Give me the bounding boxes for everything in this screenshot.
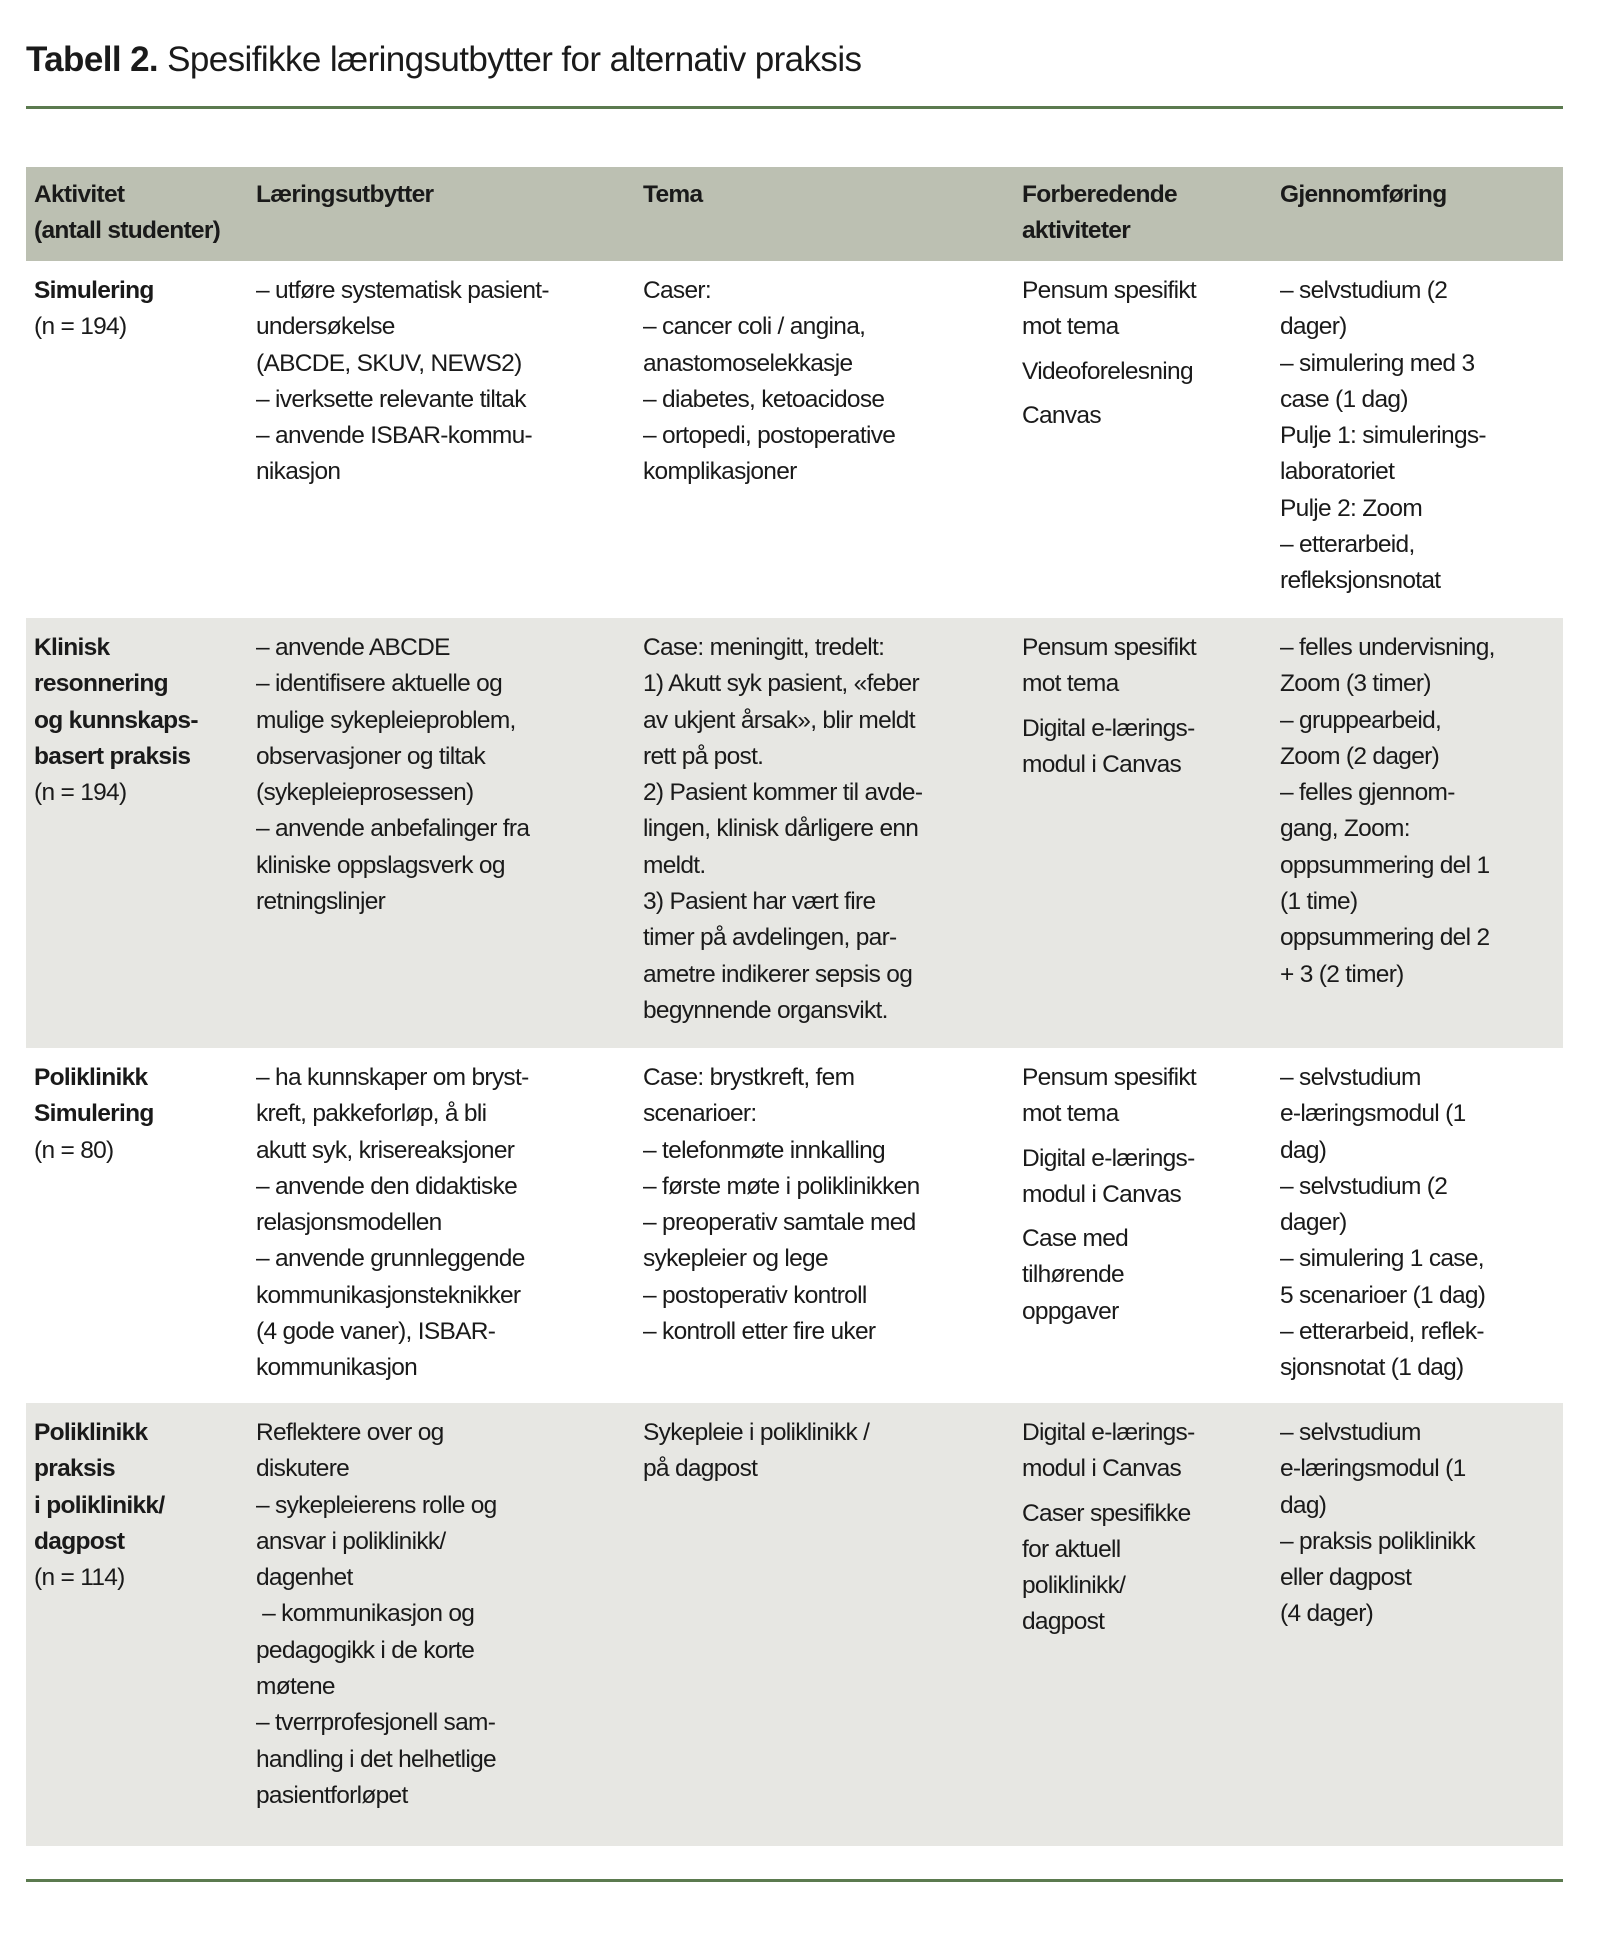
cell-line: meldt.	[643, 851, 706, 879]
cell-gjennomforing	[1280, 273, 1486, 600]
cell-line: undersøkelse	[256, 313, 395, 341]
cell-line: – anvende ISBAR-kommu-	[256, 422, 533, 450]
prep-activity	[1022, 398, 1196, 434]
cell-line: – kontroll etter fire uker	[643, 1318, 876, 1346]
cell-line: Poliklinikk	[34, 1064, 148, 1091]
cell-line: – cancer coli / angina,	[643, 313, 866, 341]
prep-activity	[1022, 1221, 1196, 1330]
cell-aktivitet	[34, 273, 154, 346]
cell-line: Digital e-lærings-	[1022, 714, 1195, 742]
cell-line: Klinisk	[34, 634, 110, 661]
cell-line: (4 gode vaner), ISBAR-	[256, 1318, 496, 1346]
cell-line: e-læringsmodul (1	[1280, 1455, 1466, 1483]
cell-line: praksis	[34, 1455, 115, 1483]
cell-laeringsutbytter	[256, 1060, 529, 1387]
student-count: (n = 194)	[34, 779, 127, 807]
bottom-rule	[26, 1879, 1563, 1882]
cell-line: ametre indikerer sepsis og	[643, 960, 913, 988]
cell-line: poliklinikk/	[1022, 1572, 1126, 1600]
cell-line: tilhørende	[1022, 1261, 1124, 1289]
cell-line: timer på avdelingen, par-	[643, 924, 897, 952]
cell-line: eller dagpost	[1280, 1564, 1412, 1592]
header-aktivitet	[34, 177, 220, 250]
header-line: Aktivitet	[34, 181, 125, 208]
cell-aktivitet	[34, 1415, 164, 1596]
cell-line: kommunikasjon	[256, 1354, 418, 1382]
cell-line: diskutere	[256, 1455, 350, 1483]
cell-line: – preoperativ samtale med	[643, 1209, 916, 1237]
cell-line: lingen, klinisk dårligere enn	[643, 815, 919, 843]
prep-activity	[1022, 1141, 1196, 1214]
cell-line: – kommunikasjon og	[256, 1600, 475, 1628]
header-line: Tema	[643, 181, 703, 208]
cell-line: – selvstudium	[1280, 1419, 1421, 1446]
cell-line: Caser:	[643, 277, 711, 304]
cell-line: og kunnskaps-	[34, 706, 198, 734]
cell-line: – simulering med 3	[1280, 349, 1475, 377]
cell-line: basert praksis	[34, 742, 191, 770]
cell-line: 1) Akutt syk pasient, «feber	[643, 670, 919, 698]
prep-activity	[1022, 1496, 1195, 1641]
cell-line: ansvar i poliklinikk/	[256, 1527, 446, 1555]
cell-line: Pensum spesifikt	[1022, 277, 1196, 304]
cell-line: e-læringsmodul (1	[1280, 1100, 1466, 1128]
cell-forberedende	[1022, 273, 1196, 442]
cell-line: – diabetes, ketoacidose	[643, 385, 885, 413]
cell-line: dager)	[1280, 313, 1347, 341]
cell-line: Simulering	[34, 1100, 154, 1128]
cell-line: modul i Canvas	[1022, 1180, 1182, 1208]
cell-line: pedagogikk i de korte	[256, 1636, 475, 1664]
cell-line: – etterarbeid,	[1280, 531, 1415, 559]
cell-line: dag)	[1280, 1136, 1327, 1164]
cell-line: Pulje 1: simulerings-	[1280, 422, 1486, 450]
cell-line: – ortopedi, postoperative	[643, 422, 896, 450]
cell-line: – anvende grunnleggende	[256, 1245, 525, 1273]
cell-line: – simulering 1 case,	[1280, 1245, 1484, 1273]
cell-line: begynnende organsvikt.	[643, 996, 888, 1024]
cell-line: scenarioer:	[643, 1100, 757, 1128]
cell-line: – etterarbeid, reflek-	[1280, 1318, 1484, 1346]
cell-line: anastomoselekkasje	[643, 349, 853, 377]
header-laeringsutbytter	[256, 177, 433, 213]
cell-line: – selvstudium (2	[1280, 277, 1448, 304]
cell-line: – felles undervisning,	[1280, 634, 1495, 661]
header-line: (antall studenter)	[34, 217, 221, 245]
cell-laeringsutbytter	[256, 630, 529, 920]
prep-activity	[1022, 354, 1196, 390]
cell-line: (4 dager)	[1280, 1600, 1374, 1628]
cell-line: relasjonsmodellen	[256, 1209, 442, 1237]
cell-line: 5 scenarioer (1 dag)	[1280, 1281, 1486, 1309]
cell-line: Case: brystkreft, fem	[643, 1064, 855, 1091]
cell-line: mot tema	[1022, 313, 1119, 341]
cell-line: Zoom (3 timer)	[1280, 670, 1431, 698]
cell-line: kliniske oppslagsverk og	[256, 851, 505, 879]
header-line: Gjennomføring	[1280, 181, 1447, 208]
table-caption-text: Spesifikke læringsutbytter for alternativ praksis	[158, 40, 862, 79]
cell-line: Case: meningitt, tredelt:	[643, 634, 885, 661]
cell-line: – gruppearbeid,	[1280, 706, 1442, 734]
cell-aktivitet	[34, 630, 198, 811]
cell-line: akutt syk, krisereaksjoner	[256, 1136, 515, 1164]
table-header-row	[26, 167, 1563, 261]
cell-line: mulige sykepleieproblem,	[256, 706, 516, 734]
cell-line: mot tema	[1022, 670, 1119, 698]
cell-line: gang, Zoom:	[1280, 815, 1410, 843]
cell-line: Zoom (2 dager)	[1280, 742, 1440, 770]
table-row	[26, 261, 1563, 618]
table-row	[26, 1403, 1563, 1846]
header-tema	[643, 177, 702, 213]
prep-activity	[1022, 630, 1196, 703]
cell-line: – selvstudium (2	[1280, 1172, 1448, 1200]
cell-line: Pensum spesifikt	[1022, 634, 1196, 661]
cell-line: observasjoner og tiltak	[256, 742, 486, 770]
table-caption-label: Tabell 2.	[26, 40, 159, 79]
header-line: Forberedende	[1022, 181, 1177, 208]
student-count: (n = 80)	[34, 1136, 114, 1164]
cell-aktivitet	[34, 1060, 154, 1169]
cell-line: Pensum spesifikt	[1022, 1064, 1196, 1091]
cell-line: kreft, pakkeforløp, å bli	[256, 1100, 487, 1128]
cell-line: 3) Pasient har vært fire	[643, 888, 876, 916]
cell-laeringsutbytter	[256, 273, 549, 491]
cell-gjennomforing	[1280, 630, 1495, 993]
cell-line: Videoforelesning	[1022, 357, 1193, 385]
cell-line: 2) Pasient kommer til avde-	[643, 779, 923, 807]
cell-line: handling i det helhetlige	[256, 1745, 496, 1773]
cell-line: rett på post.	[643, 742, 764, 770]
cell-line: dagenhet	[256, 1564, 353, 1592]
table-caption	[26, 40, 861, 80]
cell-line: møtene	[256, 1673, 335, 1701]
cell-line: (ABCDE, SKUV, NEWS2)	[256, 349, 522, 377]
cell-line: Canvas	[1022, 401, 1101, 429]
cell-line: – praksis poliklinikk	[1280, 1527, 1475, 1555]
top-rule	[26, 106, 1563, 109]
cell-line: – postoperativ kontroll	[643, 1281, 867, 1309]
cell-line: dagpost	[1022, 1608, 1105, 1636]
cell-line: (1 time)	[1280, 888, 1358, 916]
cell-line: – anvende ABCDE	[256, 634, 450, 661]
cell-line: Sykepleie i poliklinikk /	[643, 1419, 870, 1446]
header-forberedende	[1022, 177, 1177, 250]
student-count: (n = 194)	[34, 313, 127, 341]
cell-line: sykepleier og lege	[643, 1245, 828, 1273]
cell-line: på dagpost	[643, 1455, 758, 1483]
cell-line: kommunikasjonsteknikker	[256, 1281, 521, 1309]
cell-tema	[643, 1415, 869, 1488]
student-count: (n = 114)	[34, 1564, 125, 1592]
cell-line: Poliklinikk	[34, 1419, 148, 1446]
prep-activity	[1022, 1060, 1196, 1133]
cell-tema	[643, 273, 895, 491]
cell-forberedende	[1022, 1060, 1196, 1338]
cell-line: – sykepleierens rolle og	[256, 1491, 497, 1519]
cell-line: oppsummering del 1	[1280, 851, 1490, 879]
cell-line: Pulje 2: Zoom	[1280, 494, 1423, 522]
cell-gjennomforing	[1280, 1060, 1485, 1387]
cell-line: sjonsnotat (1 dag)	[1280, 1354, 1464, 1382]
cell-tema	[643, 1060, 920, 1350]
cell-line: komplikasjoner	[643, 458, 797, 486]
cell-line: dag)	[1280, 1491, 1327, 1519]
cell-line: – utføre systematisk pasient-	[256, 277, 549, 304]
cell-line: pasientforløpet	[256, 1781, 408, 1809]
header-line: Læringsutbytter	[256, 181, 434, 208]
cell-line: i poliklinikk/	[34, 1491, 165, 1519]
cell-line: – første møte i poliklinikken	[643, 1172, 920, 1200]
cell-line: – anvende anbefalinger fra	[256, 815, 530, 843]
cell-laeringsutbytter	[256, 1415, 497, 1814]
cell-tema	[643, 630, 922, 1029]
cell-line: resonnering	[34, 670, 168, 698]
cell-line: – selvstudium	[1280, 1064, 1421, 1091]
cell-line: refleksjonsnotat	[1280, 567, 1441, 595]
cell-line: retningslinjer	[256, 888, 386, 916]
cell-gjennomforing	[1280, 1415, 1475, 1633]
cell-line: – anvende den didaktiske	[256, 1172, 518, 1200]
cell-line: for aktuell	[1022, 1535, 1121, 1563]
cell-line: dagpost	[34, 1527, 125, 1555]
cell-line: (sykepleieprosessen)	[256, 779, 474, 807]
table-row	[26, 618, 1563, 1048]
cell-line: oppsummering del 2	[1280, 924, 1490, 952]
cell-line: – felles gjennom-	[1280, 779, 1455, 807]
cell-line: – ha kunnskaper om bryst-	[256, 1064, 529, 1091]
cell-line: Case med	[1022, 1225, 1129, 1253]
header-line: aktiviteter	[1022, 217, 1131, 245]
cell-line: – identifisere aktuelle og	[256, 670, 503, 698]
cell-line: – tverrprofesjonell sam-	[256, 1709, 496, 1737]
cell-line: modul i Canvas	[1022, 750, 1182, 778]
header-gjennomforing	[1280, 177, 1446, 213]
cell-line: case (1 dag)	[1280, 385, 1408, 413]
cell-line: modul i Canvas	[1022, 1455, 1182, 1483]
cell-line: nikasjon	[256, 458, 341, 486]
cell-line: mot tema	[1022, 1100, 1119, 1128]
prep-activity	[1022, 711, 1196, 784]
prep-activity	[1022, 1415, 1195, 1488]
cell-line: Digital e-lærings-	[1022, 1144, 1195, 1172]
learning-outcomes-table	[26, 167, 1563, 1846]
cell-line: dager)	[1280, 1209, 1347, 1237]
cell-forberedende	[1022, 1415, 1195, 1649]
cell-line: av ukjent årsak», blir meldt	[643, 706, 915, 734]
cell-line: oppgaver	[1022, 1297, 1119, 1325]
cell-line: Simulering	[34, 277, 154, 304]
cell-line: Digital e-lærings-	[1022, 1419, 1195, 1446]
cell-line: – iverksette relevante tiltak	[256, 385, 526, 413]
prep-activity	[1022, 273, 1196, 346]
table-row	[26, 1048, 1563, 1403]
cell-line: Reflektere over og	[256, 1419, 444, 1446]
cell-line: + 3 (2 timer)	[1280, 960, 1404, 988]
cell-line: – telefonmøte innkalling	[643, 1136, 885, 1164]
cell-line: laboratoriet	[1280, 458, 1395, 486]
cell-forberedende	[1022, 630, 1196, 791]
cell-line: Caser spesifikke	[1022, 1499, 1191, 1527]
